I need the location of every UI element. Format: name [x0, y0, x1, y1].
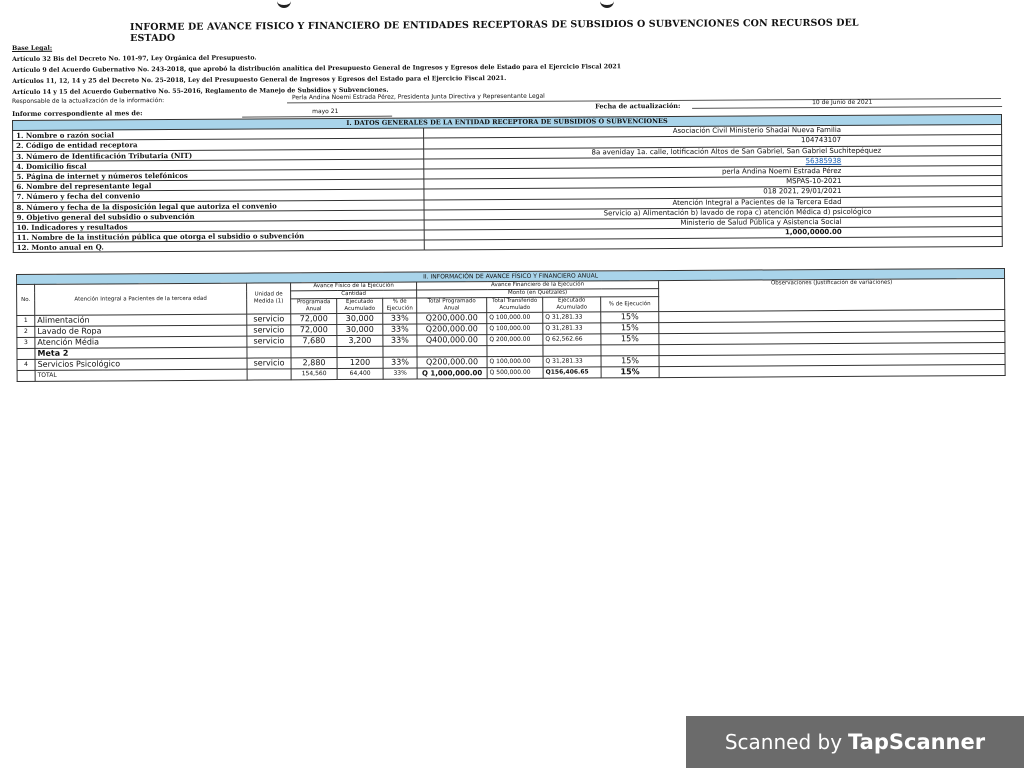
- group-monto: Monto (en Quetzales): [417, 289, 659, 298]
- row-pct: [383, 346, 417, 357]
- field-label: 11. Nombre de la institución pública que otorga el subsidio o subvención: [13, 230, 424, 243]
- row-desc: Meta 2: [35, 347, 247, 359]
- field-label: 8. Número y fecha de la disposición legal que autoriza el convenio: [13, 199, 424, 212]
- field-label: 4. Domicilio fiscal: [13, 159, 424, 172]
- total-transferido: Q 500,000.00: [487, 367, 543, 378]
- row-ejecutado: 3,200: [337, 335, 383, 346]
- row-pct: 33%: [383, 324, 417, 335]
- field-label: 3. Número de Identificación Tributaria (NIT): [13, 149, 424, 162]
- row-transferido: Q 200,000.00: [487, 334, 543, 345]
- row-no: 1: [17, 315, 35, 326]
- mes-value: mayo 21: [312, 108, 339, 116]
- col-desc: Atención Integral a Pacientes de la tercera edad: [35, 283, 247, 315]
- total-pct-fin: 15%: [601, 367, 659, 378]
- row-pct-fin: 15%: [601, 334, 659, 345]
- row-total: [417, 346, 487, 357]
- col-transferido: Total Transferido Acumulado: [487, 297, 543, 312]
- col-pct-fisico: % de Ejecución: [383, 298, 417, 313]
- row-transferido: Q 100,000.00: [487, 323, 543, 334]
- row-unidad: [247, 347, 291, 358]
- row-total: Q200,000.00: [417, 357, 487, 368]
- col-total-programado: Total Programado Anual: [417, 298, 487, 313]
- row-ejecutado: [337, 346, 383, 357]
- group-cantidad: Cantidad: [291, 290, 417, 299]
- row-desc: Servicios Psicológico: [35, 358, 247, 370]
- section2-header: II. INFORMACIÓN DE AVANCE FÍSICO Y FINANCIERO ANUAL: [17, 268, 1005, 284]
- field-label: 10. Indicadores y resultados: [13, 220, 424, 233]
- progress-section: [16, 268, 1005, 382]
- field-label: 2. Código de entidad receptora: [13, 138, 424, 151]
- row-ejecutado-acum: Q 31,281.33: [543, 356, 601, 367]
- legal-line: Artículo 9 del Acuerdo Gubernativo No. 243-2018, que aprobó la distribución analítica del Presupuesto General de Ingresos y Egresos dele Estado para el Ejercicio Fiscal 2021: [12, 63, 622, 74]
- legal-line: Artículo 14 y 15 del Acuerdo Gubernativo No. 55-2016, Reglamento de Manejo de Subsidios y Subvenciones.: [12, 86, 389, 96]
- row-unidad: servicio: [247, 325, 291, 336]
- row-unidad: servicio: [247, 336, 291, 347]
- row-pct-fin: 15%: [601, 356, 659, 367]
- field-value: perla Andina Noemi Estrada Pérez: [424, 165, 1002, 179]
- watermark-brand: TapScanner: [848, 730, 986, 754]
- field-value: 1,000,0000.00: [424, 227, 1002, 241]
- row-total: Q200,000.00: [417, 324, 487, 335]
- field-label: 7. Número y fecha del convenio: [13, 189, 424, 202]
- field-label: 5. Página de internet y números telefónicos: [13, 169, 424, 182]
- field-value: Servicio a) Alimentación b) lavado de ropa c) atención Médica d) psicológico: [424, 206, 1002, 220]
- row-pct: 33%: [383, 313, 417, 324]
- field-value: 8a aveniday 1a. calle, lotificación Altos de San Gabriel, San Gabriel Suchitepéquez: [424, 145, 1002, 159]
- row-total: Q400,000.00: [417, 335, 487, 346]
- phone-link[interactable]: 56385938: [805, 156, 842, 165]
- field-value: MSPAS-10-2021: [424, 176, 1002, 190]
- row-transferido: [487, 345, 543, 356]
- row-pct-fin: [601, 345, 659, 356]
- binding-marks: [255, 0, 655, 8]
- field-value: Ministerio de Salud Pública y Asistencia Social: [424, 216, 1002, 230]
- col-unidad: Unidad de Medida (1): [247, 283, 291, 314]
- row-desc: Atención Média: [35, 336, 247, 348]
- mes-label: Informe correspondiente al mes de:: [12, 109, 143, 118]
- legal-line: Artículo 32 Bis del Decreto No. 101-97, Ley Orgánica del Presupuesto.: [12, 54, 257, 63]
- row-ejecutado: 30,000: [337, 313, 383, 324]
- total-label: TOTAL: [35, 369, 247, 381]
- general-data-section: [12, 114, 1003, 253]
- group-fisico: Avance Físico de la Ejecución: [291, 282, 417, 291]
- field-label: 6. Nombre del representante legal: [13, 179, 424, 192]
- row-programada: 7,680: [291, 336, 337, 347]
- row-obs: [659, 364, 1005, 377]
- scanner-watermark: [686, 716, 1024, 768]
- total-programado: Q 1,000,000.00: [417, 368, 487, 379]
- row-pct: 33%: [383, 357, 417, 368]
- row-desc: Lavado de Ropa: [35, 325, 247, 337]
- row-unidad: servicio: [247, 314, 291, 325]
- row-programada: [291, 347, 337, 358]
- col-observaciones: Observaciones (Justificación de variaciones): [659, 278, 1005, 311]
- row-ejecutado-acum: Q 31,281.33: [543, 312, 601, 323]
- row-ejecutado: 1200: [337, 357, 383, 368]
- row-transferido: Q 100,000.00: [487, 356, 543, 367]
- field-value: Asociación Civil Ministerio Shadai Nueva Familia: [424, 125, 1002, 139]
- row-no: [17, 348, 35, 359]
- watermark-prefix: Scanned by: [724, 730, 843, 754]
- field-label: 9. Objetivo general del subsidio o subvención: [13, 210, 424, 223]
- total-ejecutado-acum: Q156,406.65: [543, 367, 601, 378]
- row-ejecutado-acum: Q 62,562.66: [543, 334, 601, 345]
- field-value: 018 2021, 29/01/2021: [424, 186, 1002, 200]
- group-financiero: Avance Financiero de la Ejecución: [417, 281, 659, 290]
- row-desc: Alimentación: [35, 314, 247, 326]
- total-ejecutado: 64,400: [337, 368, 383, 379]
- responsable-label: Responsable de la actualización de la información:: [12, 97, 165, 105]
- legal-line: Artículos 11, 12, 14 y 25 del Decreto No. 25-2018, Ley del Presupuesto General de Ingresos y Egresos del Estado para el Ejercicio Fiscal 2021.: [12, 74, 507, 85]
- row-unidad: [247, 369, 291, 380]
- total-programada: 154,560: [291, 369, 337, 380]
- fecha-label: Fecha de actualización:: [595, 101, 681, 111]
- field-value: Atención Integral a Pacientes de la Tercera Edad: [424, 196, 1002, 210]
- row-no: 2: [17, 326, 35, 337]
- field-label: 12. Monto anual en Q.: [13, 240, 424, 253]
- row-pct-fin: 15%: [601, 323, 659, 334]
- row-ejecutado-acum: [543, 345, 601, 356]
- row-transferido: Q 100,000.00: [487, 312, 543, 323]
- field-label: 1. Nombre o razón social: [13, 128, 424, 141]
- row-no: [17, 370, 35, 381]
- responsable-value: Perla Andina Noemi Estrada Pérez, Presidenta Junta Directiva y Representante Legal: [291, 92, 545, 102]
- col-no: No.: [17, 284, 35, 315]
- col-ejecutado-acum: Ejecutado Acumulado: [543, 297, 601, 312]
- row-no: 4: [17, 359, 35, 370]
- row-ejecutado-acum: Q 31,281.33: [543, 323, 601, 334]
- section1-header: I. DATOS GENERALES DE LA ENTIDAD RECEPTORA DE SUBSIDIOS O SUBVENCIONES: [13, 114, 1002, 130]
- row-programada: 2,880: [291, 358, 337, 369]
- total-pct: 33%: [383, 368, 417, 379]
- row-pct: 33%: [383, 335, 417, 346]
- row-pct-fin: 15%: [601, 312, 659, 323]
- report-title: INFORME DE AVANCE FISICO Y FINANCIERO DE ENTIDADES RECEPTORAS DE SUBSIDIOS O SUBVENCIONES CON RECURSOS DEL ESTADO: [130, 17, 859, 44]
- col-pct-financiero: % de Ejecución: [601, 297, 659, 312]
- col-ejecutado: Ejecutado Acumulado: [337, 298, 383, 313]
- col-programada: Programada Anual: [291, 299, 337, 314]
- row-unidad: servicio: [247, 358, 291, 369]
- field-value: [424, 237, 1002, 251]
- legal-basis: [12, 39, 712, 98]
- row-programada: 72,000: [291, 314, 337, 325]
- row-total: Q200,000.00: [417, 313, 487, 324]
- fecha-value: 10 de Junio de 2021: [812, 98, 873, 107]
- legal-heading: Base Legal:: [12, 44, 53, 52]
- row-ejecutado: 30,000: [337, 324, 383, 335]
- row-programada: 72,000: [291, 325, 337, 336]
- row-no: 3: [17, 337, 35, 348]
- field-value: 104743107: [424, 135, 1002, 149]
